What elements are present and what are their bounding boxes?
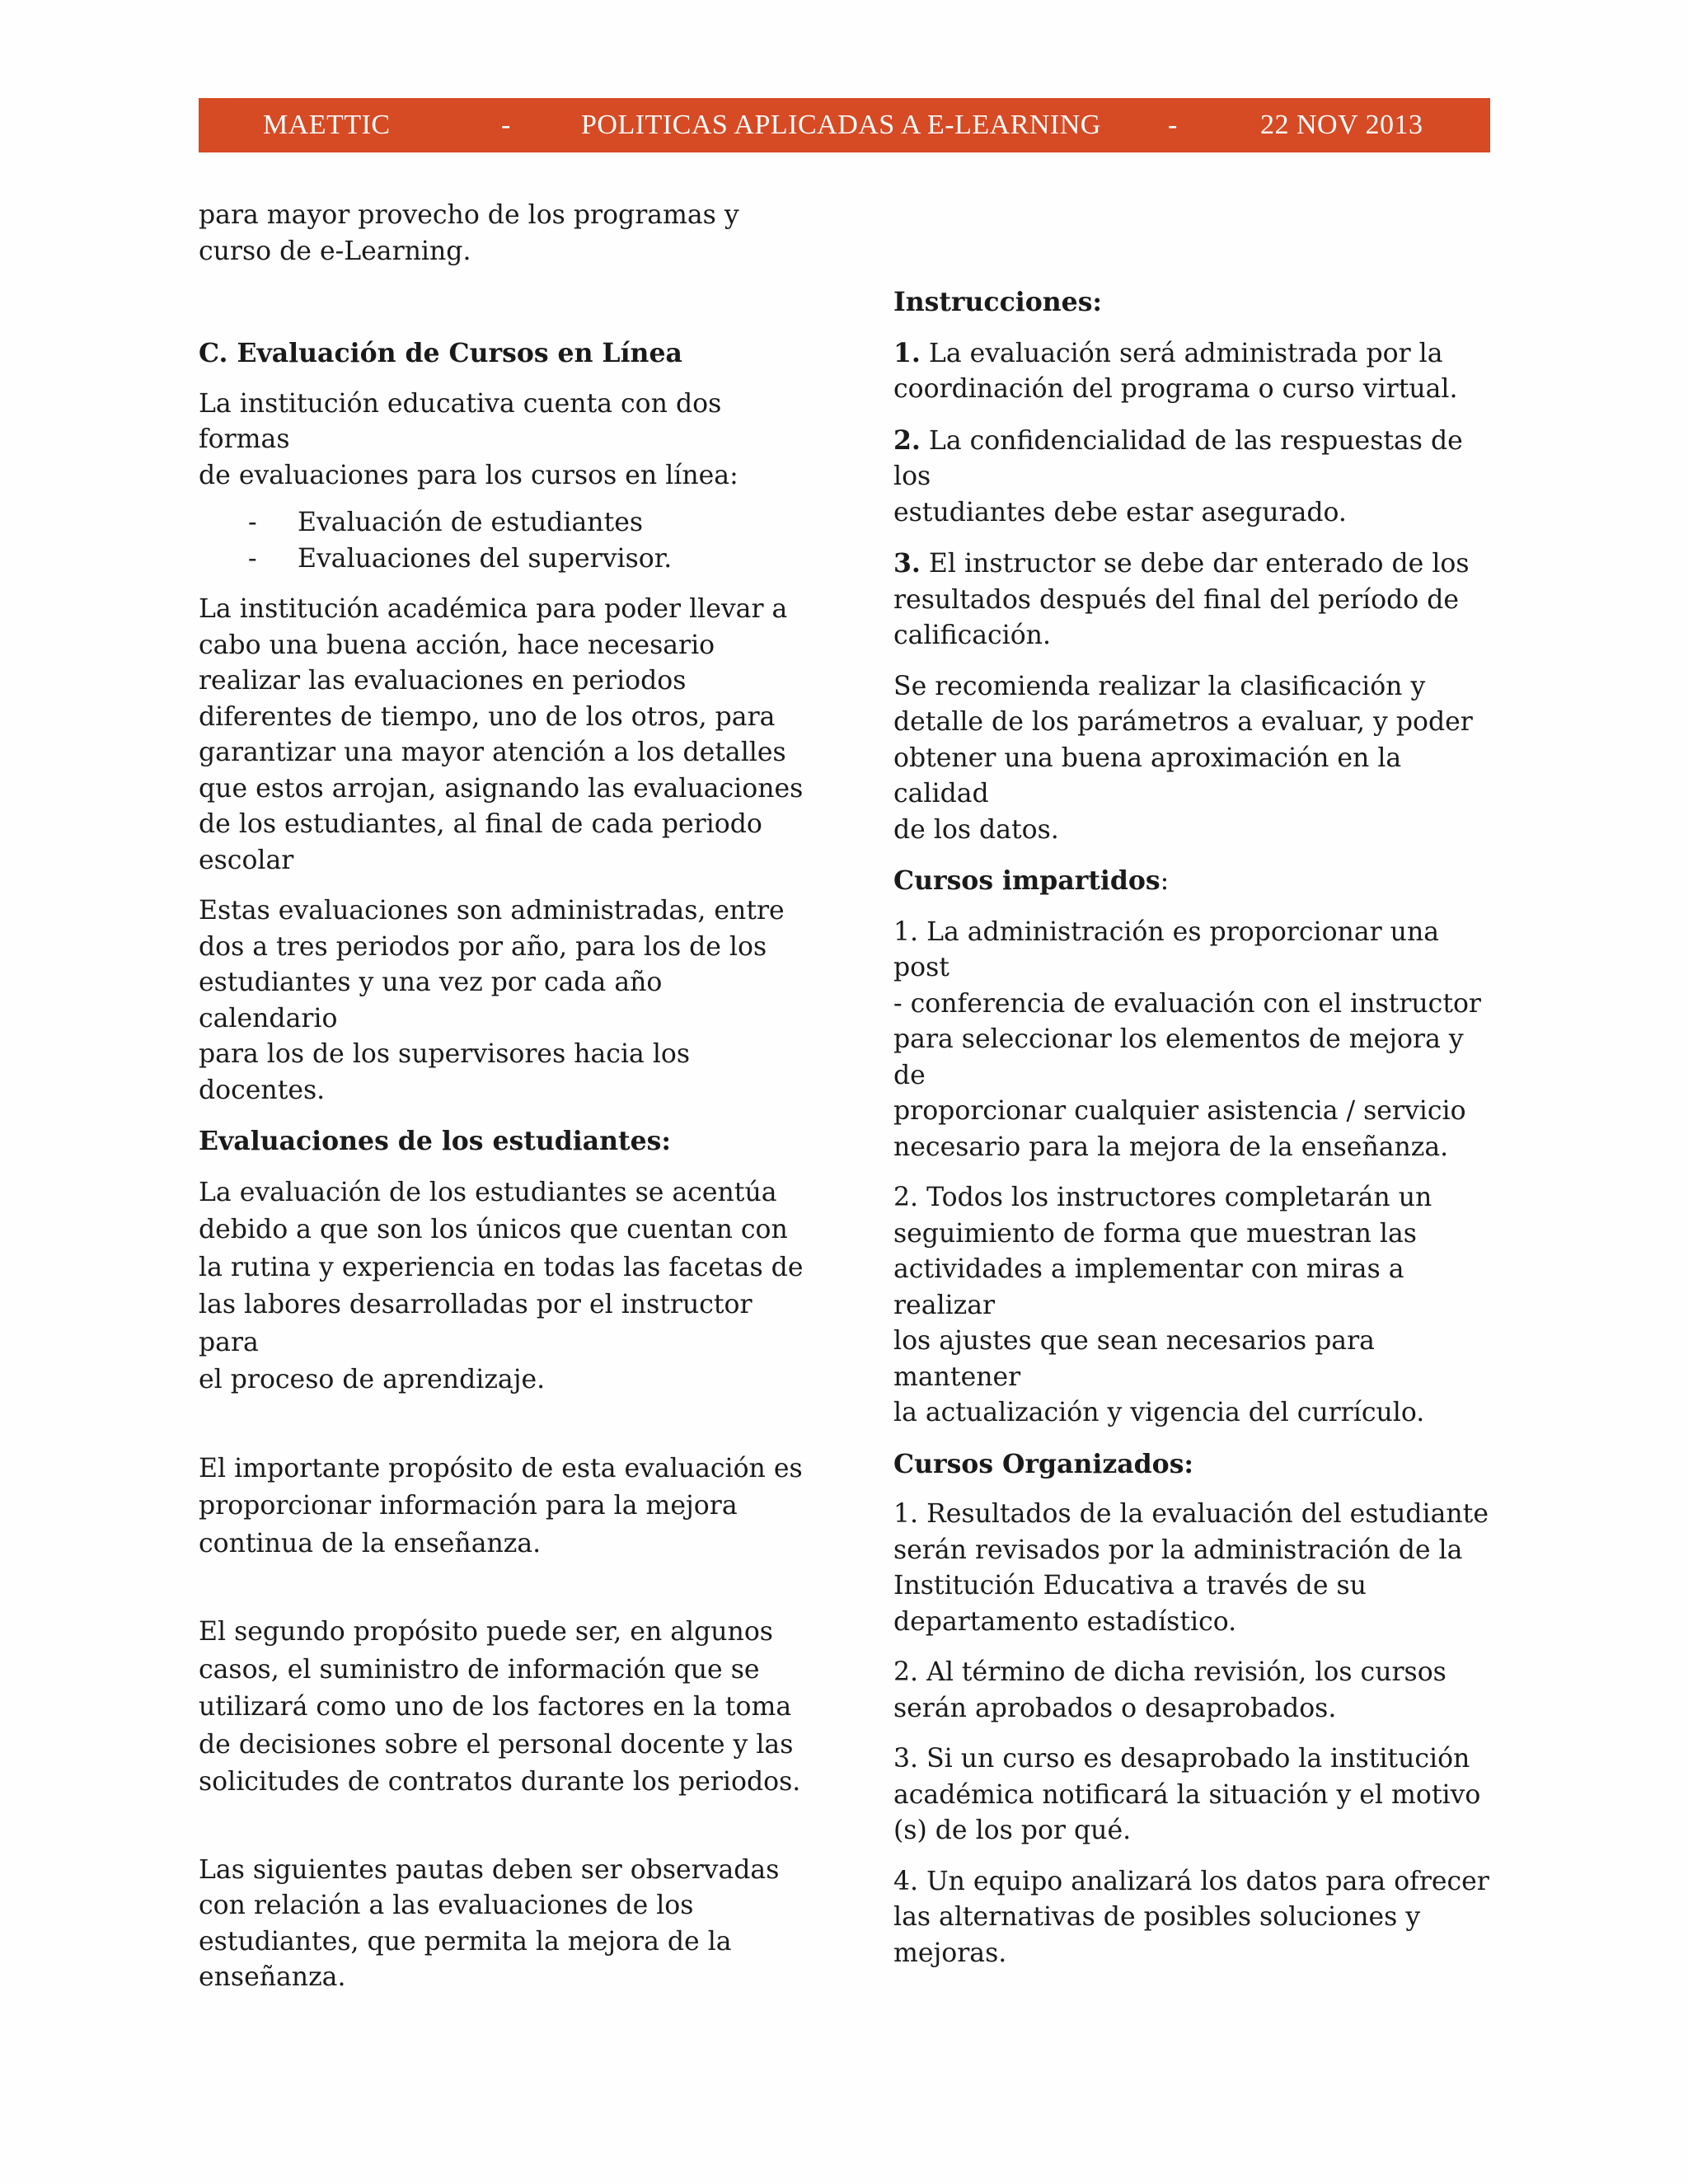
heading-colon: :: [1160, 866, 1170, 896]
list-item: 2. Todos los instructores completarán un seguimiento de forma que muestran las actividades a implementar con miras a realizar los ajustes que sean necesarios para mantener la actualización y vigencia del currículo.: [893, 1183, 1432, 1427]
header-separator: -: [501, 110, 511, 140]
paragraph: El segundo propósito puede ser, en algunos casos, el suministro de información que se utilizará como uno de los factores en la toma de decisiones sobre el personal docente y las solicitudes de contratos durante los periodos.: [199, 1617, 801, 1797]
list-item: 4. Un equipo analizará los datos para ofrecer las alternativas de posibles soluciones y mejoras.: [893, 1866, 1489, 1968]
paragraph: La institución académica para poder llevar a cabo una buena acción, hace necesario realizar las evaluaciones en periodos diferentes de tiempo, uno de los otros, para garantizar una mayor atención a los detalles que estos arrojan, asignando las evaluaciones de los estudiantes, al final de cada periodo escolar: [199, 594, 804, 875]
paragraph: Las siguientes pautas deben ser observadas con relación a las evaluaciones de los estudiantes, que permita la mejora de la enseñanza.: [199, 1854, 780, 1992]
item-number: 3.: [893, 548, 921, 579]
header-subtitle: POLITICAS APLICADAS A E-LEARNING: [581, 110, 1101, 140]
paragraph: El importante propósito de esta evaluación es proporcionar información para la mejora continua de la enseñanza.: [199, 1453, 803, 1558]
list-item-text: Evaluaciones del supervisor.: [298, 543, 673, 574]
header-separator: -: [1168, 110, 1178, 140]
instruction-item: [893, 546, 1493, 654]
list-item: 2. Al término de dicha revisión, los cursos serán aprobados o desaprobados.: [893, 1657, 1447, 1723]
heading-text: Cursos impartidos: [893, 865, 1160, 896]
list-dash: -: [248, 543, 257, 574]
left-column: [199, 198, 809, 2011]
section-c-heading: C. Evaluación de Cursos en Línea: [199, 338, 682, 368]
intro-continuation: para mayor provecho de los programas y curso de e-Learning.: [199, 200, 739, 266]
right-column: [893, 284, 1493, 1986]
instruction-item: [893, 335, 1493, 408]
paragraph: Estas evaluaciones son administradas, entre dos a tres periodos por año, para los de los estudiantes y una vez por cada año calendario para los de los supervisores hacia los docentes.: [199, 896, 785, 1105]
recommendation: Se recomienda realizar la clasificación y detalle de los parámetros a evaluar, y poder obtener una buena aproximación en la calidad de los datos.: [893, 671, 1473, 845]
section-c-intro: La institución educativa cuenta con dos formas de evaluaciones para los cursos en línea:: [199, 388, 738, 490]
item-text: La confidencialidad de las respuestas de los estudiantes debe estar asegurado.: [893, 425, 1463, 527]
list-item: [199, 541, 809, 578]
list-item: 3. Si un curso es desaprobado la institución académica notificará la situación y el motivo (s) de los por qué.: [893, 1744, 1481, 1845]
list-dash: -: [248, 508, 257, 537]
paragraph: La evaluación de los estudiantes se acentúa debido a que son los únicos que cuentan con la rutina y experiencia en todas las facetas de las labores desarrolladas por el instructor para el proceso de aprendizaje.: [199, 1177, 804, 1394]
item-text: La evaluación será administrada por la coordinación del programa o curso virtual.: [893, 338, 1458, 404]
page-header-bar: [199, 98, 1490, 152]
list-item-text: Evaluación de estudiantes: [298, 508, 644, 537]
instruction-item: [893, 423, 1493, 532]
instructions-heading: Instrucciones:: [893, 287, 1103, 317]
item-number: 2.: [893, 424, 921, 456]
item-text: El instructor se debe dar enterado de los resultados después del final del período de calificación.: [893, 549, 1470, 650]
courses-taught-heading: [893, 863, 1493, 900]
item-number: 1.: [893, 337, 921, 368]
organized-heading: Cursos Organizados:: [893, 1448, 1194, 1479]
list-item: [199, 505, 809, 541]
header-date: 22 NOV 2013: [1260, 110, 1423, 140]
list-item: 1. Resultados de la evaluación del estudiante serán revisados por la administración de la Institución Educativa a través de su departamento estadístico.: [893, 1499, 1489, 1637]
header-title: MAETTIC: [263, 110, 391, 140]
list-item: 1. La administración es proporcionar una post - conferencia de evaluación con el instructor para seleccionar los elementos de mejora y de proporcionar cualquier asistencia / servicio necesario para la mejora de la enseñanza.: [893, 916, 1481, 1162]
evaluation-forms-list: [199, 505, 809, 577]
students-heading: Evaluaciones de los estudiantes:: [199, 1126, 671, 1156]
